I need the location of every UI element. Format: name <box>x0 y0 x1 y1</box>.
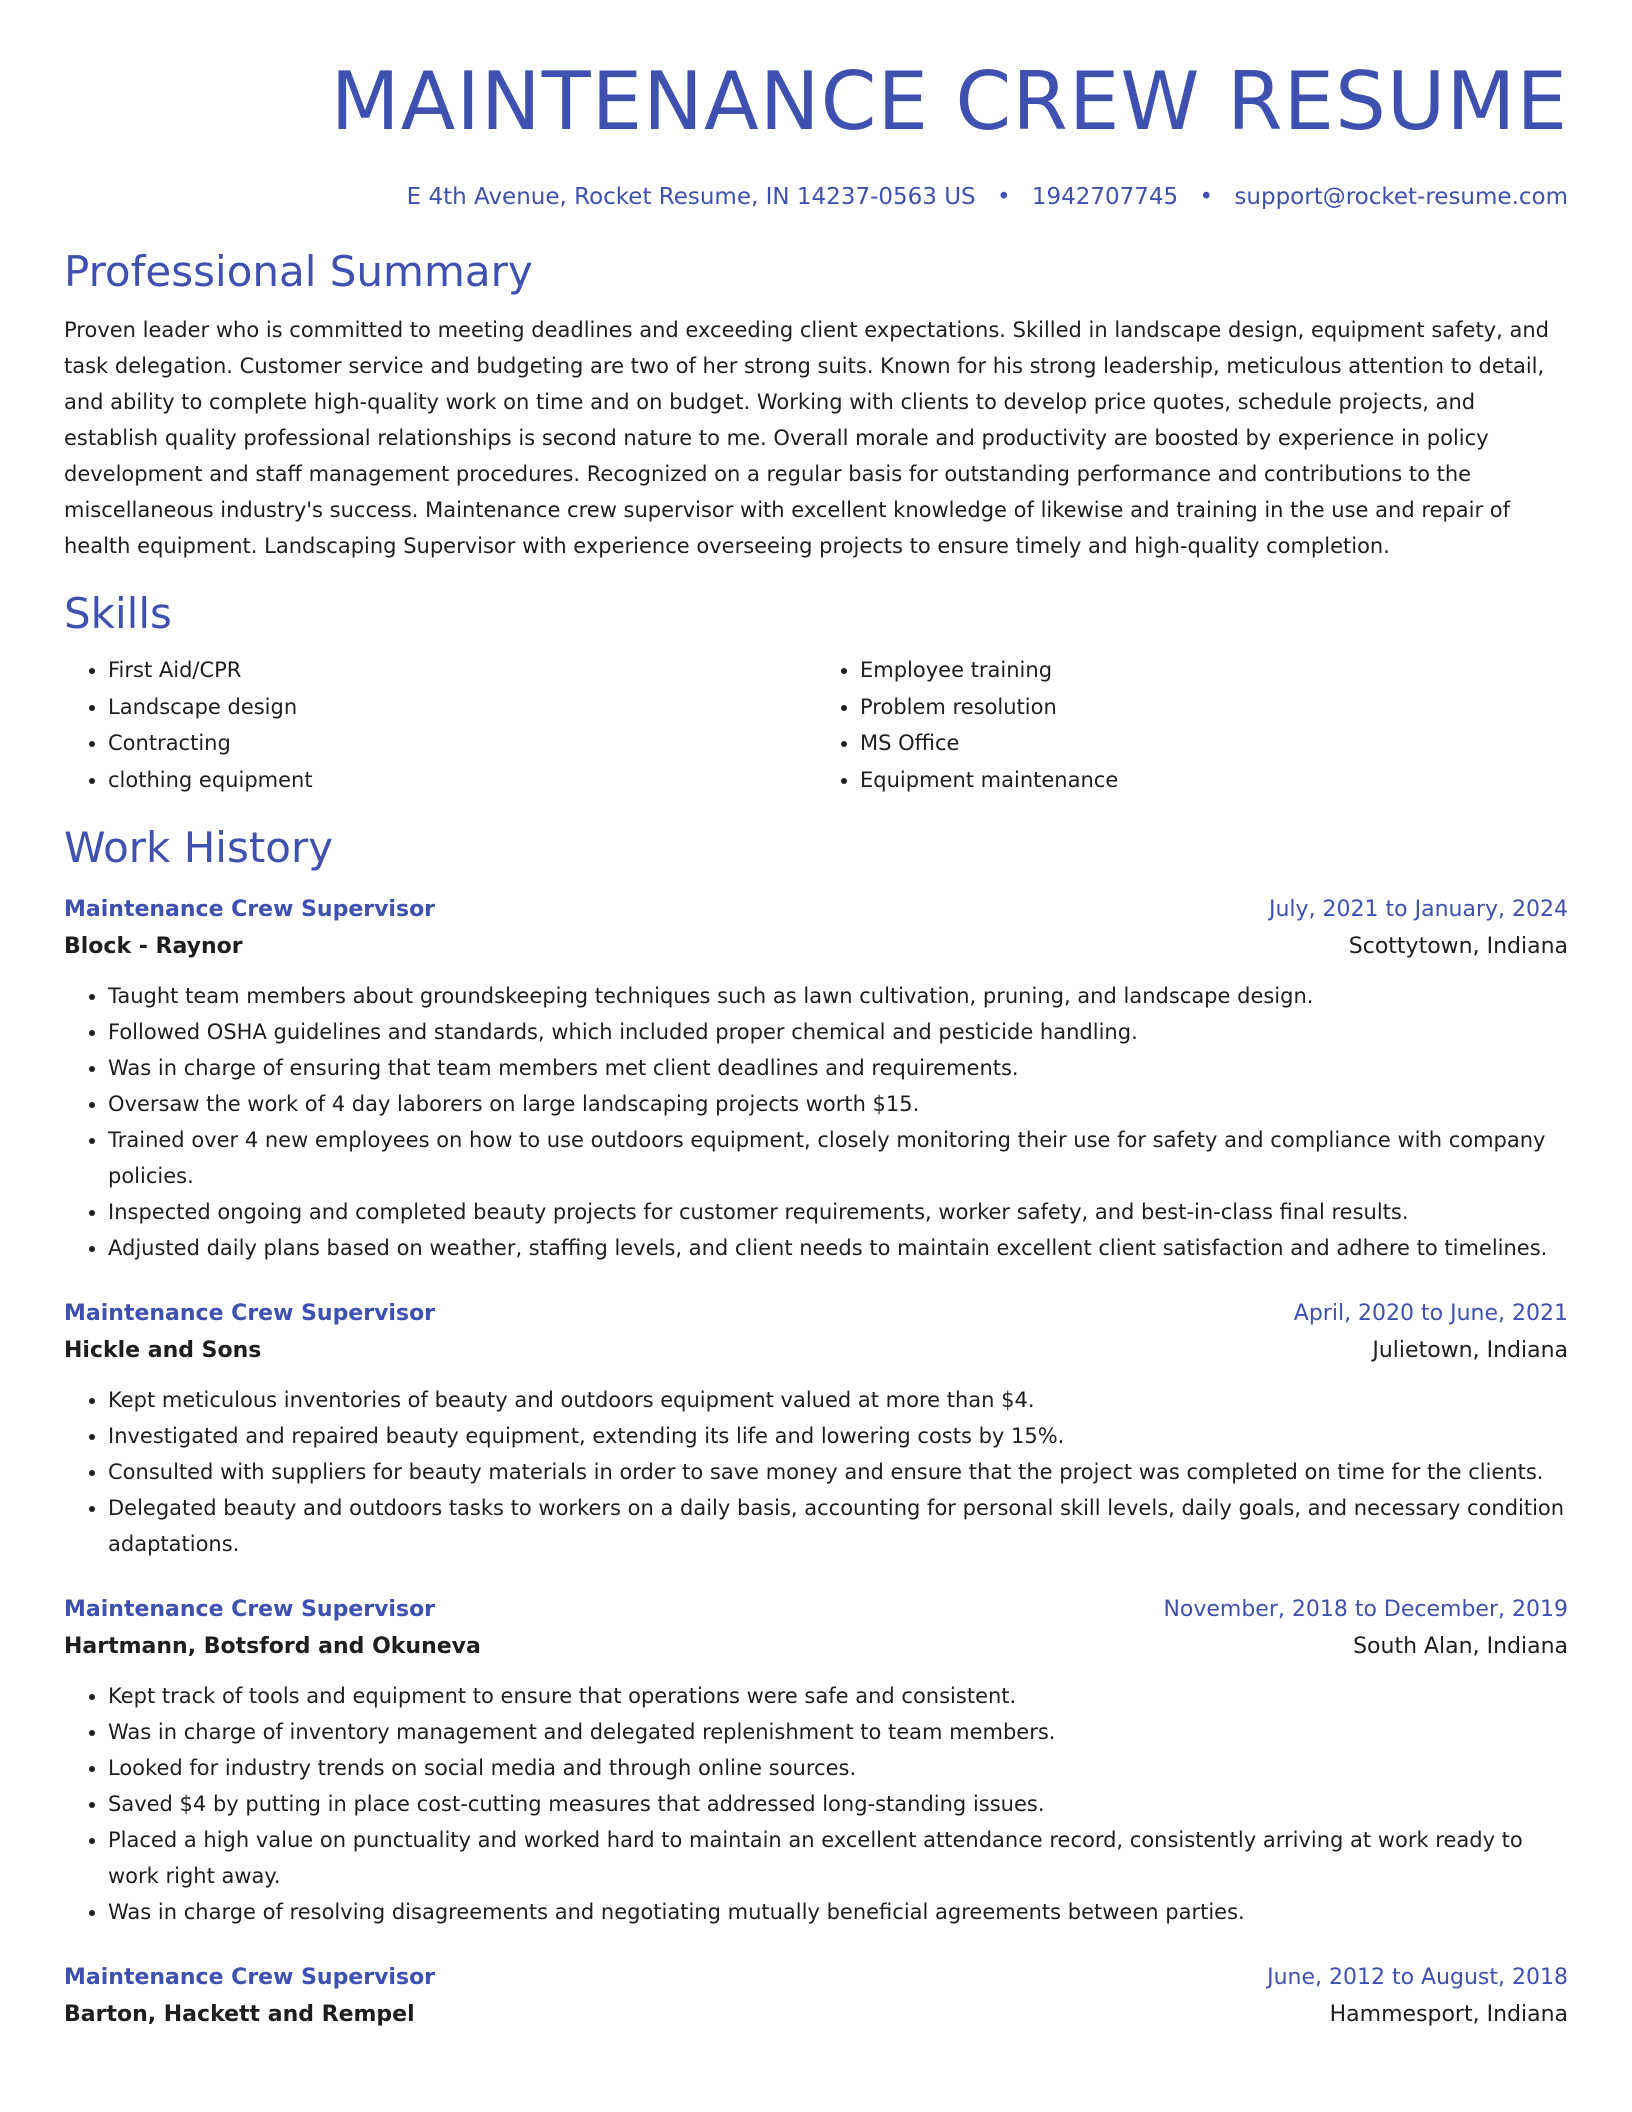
job-title: Maintenance Crew Supervisor <box>64 897 436 922</box>
contact-separator: • <box>1199 184 1214 210</box>
job-dates: June, 2012 to August, 2018 <box>1267 1965 1568 1990</box>
skill-item: • Landscape design <box>108 689 816 726</box>
job-bullets <box>64 978 1568 1266</box>
job-location: Scottytown, Indiana <box>1348 934 1568 959</box>
skills-column-right <box>816 652 1568 798</box>
job-company-row <box>64 928 1568 966</box>
resume-title: MAINTENANCE CREW RESUME <box>330 55 1568 148</box>
job-title-row <box>64 1592 1568 1628</box>
contact-line <box>64 180 1568 214</box>
work-history-heading: Work History <box>64 823 334 872</box>
summary-heading: Professional Summary <box>64 247 533 296</box>
job-company: Hartmann, Botsford and Okuneva <box>64 1634 481 1659</box>
job-location: Julietown, Indiana <box>1372 1338 1568 1363</box>
job-title: Maintenance Crew Supervisor <box>64 1597 436 1622</box>
job-bullet: • Adjusted daily plans based on weather, staffing levels, and client needs to maintain excellent client satisfaction and adhere to timelines. <box>108 1230 1568 1266</box>
job-dates: April, 2020 to June, 2021 <box>1293 1301 1568 1326</box>
job-bullet: • Was in charge of resolving disagreements and negotiating mutually beneficial agreements between parties. <box>108 1894 1568 1930</box>
job-title: Maintenance Crew Supervisor <box>64 1301 436 1326</box>
job-title-row <box>64 1960 1568 1996</box>
skills-column-left <box>64 652 816 798</box>
summary-text: Proven leader who is committed to meeting deadlines and exceeding client expectations. Skilled in landscape design, equipment safety, and task delegation. Customer service and budgeting are two of her strong suits. Known for his strong leadership, meticulous attention to detail, and ability to complete high-quality work on time and on budget. Working with clients to develop price quotes, schedule projects, and establish quality professional relationships is second nature to me. Overall morale and productivity are boosted by experience in policy development and staff management procedures. Recognized on a regular basis for outstanding performance and contributions to the miscellaneous industry's success. Maintenance crew supervisor with excellent knowledge of likewise and training in the use and repair of health equipment. Landscaping Supervisor with experience overseeing projects to ensure timely and high-quality completion. <box>64 318 1549 558</box>
job-company: Hickle and Sons <box>64 1338 262 1363</box>
job-bullet: • Oversaw the work of 4 day laborers on large landscaping projects worth $15. <box>108 1086 1568 1122</box>
contact-separator: • <box>996 184 1011 210</box>
job-entry <box>64 892 1568 1266</box>
job-bullet: • Followed OSHA guidelines and standards, which included proper chemical and pesticide handling. <box>108 1014 1568 1050</box>
job-bullet: • Kept track of tools and equipment to ensure that operations were safe and consistent. <box>108 1678 1568 1714</box>
job-entry <box>64 1592 1568 1930</box>
skills-list <box>64 652 1568 798</box>
job-bullet: • Trained over 4 new employees on how to use outdoors equipment, closely monitoring their use for safety and compliance with company policies. <box>108 1122 1568 1194</box>
job-bullet: • Delegated beauty and outdoors tasks to workers on a daily basis, accounting for personal skill levels, daily goals, and necessary condition adaptations. <box>108 1490 1568 1562</box>
skill-item: • First Aid/CPR <box>108 652 816 689</box>
job-bullet: • Was in charge of ensuring that team members met client deadlines and requirements. <box>108 1050 1568 1086</box>
job-title-row <box>64 1296 1568 1332</box>
job-entry <box>64 1296 1568 1562</box>
job-location: Hammesport, Indiana <box>1329 2002 1568 2027</box>
job-bullet: • Was in charge of inventory management and delegated replenishment to team members. <box>108 1714 1568 1750</box>
job-title-row <box>64 892 1568 928</box>
job-bullet: • Inspected ongoing and completed beauty projects for customer requirements, worker safety, and best-in-class final results. <box>108 1194 1568 1230</box>
job-bullet: • Investigated and repaired beauty equipment, extending its life and lowering costs by 15%. <box>108 1418 1568 1454</box>
contact-address: E 4th Avenue, Rocket Resume, IN 14237-0563 US <box>406 184 976 210</box>
job-bullet: • Placed a high value on punctuality and worked hard to maintain an excellent attendance record, consistently arriving at work ready to work right away. <box>108 1822 1568 1894</box>
job-company-row <box>64 1996 1568 2034</box>
job-bullets <box>64 1678 1568 1930</box>
job-bullet: • Taught team members about groundskeeping techniques such as lawn cultivation, pruning, and landscape design. <box>108 978 1568 1014</box>
job-bullets <box>64 1382 1568 1562</box>
job-dates: November, 2018 to December, 2019 <box>1163 1597 1568 1622</box>
skill-item: • clothing equipment <box>108 762 816 799</box>
job-bullet: • Looked for industry trends on social media and through online sources. <box>108 1750 1568 1786</box>
job-location: South Alan, Indiana <box>1353 1634 1568 1659</box>
contact-phone: 1942707745 <box>1031 184 1179 210</box>
resume-page <box>64 0 1568 2034</box>
job-company-row <box>64 1628 1568 1666</box>
skill-item: • Employee training <box>860 652 1568 689</box>
job-entry <box>64 1960 1568 2034</box>
job-company-row <box>64 1332 1568 1370</box>
job-bullet: • Kept meticulous inventories of beauty and outdoors equipment valued at more than $4. <box>108 1382 1568 1418</box>
job-company: Block - Raynor <box>64 934 243 959</box>
skill-item: • Contracting <box>108 725 816 762</box>
skill-item: • Problem resolution <box>860 689 1568 726</box>
skills-heading: Skills <box>64 589 172 638</box>
job-company: Barton, Hackett and Rempel <box>64 2002 415 2027</box>
skill-item: • MS Office <box>860 725 1568 762</box>
contact-email: support@rocket-resume.com <box>1234 184 1568 210</box>
skill-item: • Equipment maintenance <box>860 762 1568 799</box>
job-bullet: • Saved $4 by putting in place cost-cutting measures that addressed long-standing issues. <box>108 1786 1568 1822</box>
job-title: Maintenance Crew Supervisor <box>64 1965 436 1990</box>
job-bullet: • Consulted with suppliers for beauty materials in order to save money and ensure that the project was completed on time for the clients. <box>108 1454 1568 1490</box>
job-dates: July, 2021 to January, 2024 <box>1269 897 1568 922</box>
